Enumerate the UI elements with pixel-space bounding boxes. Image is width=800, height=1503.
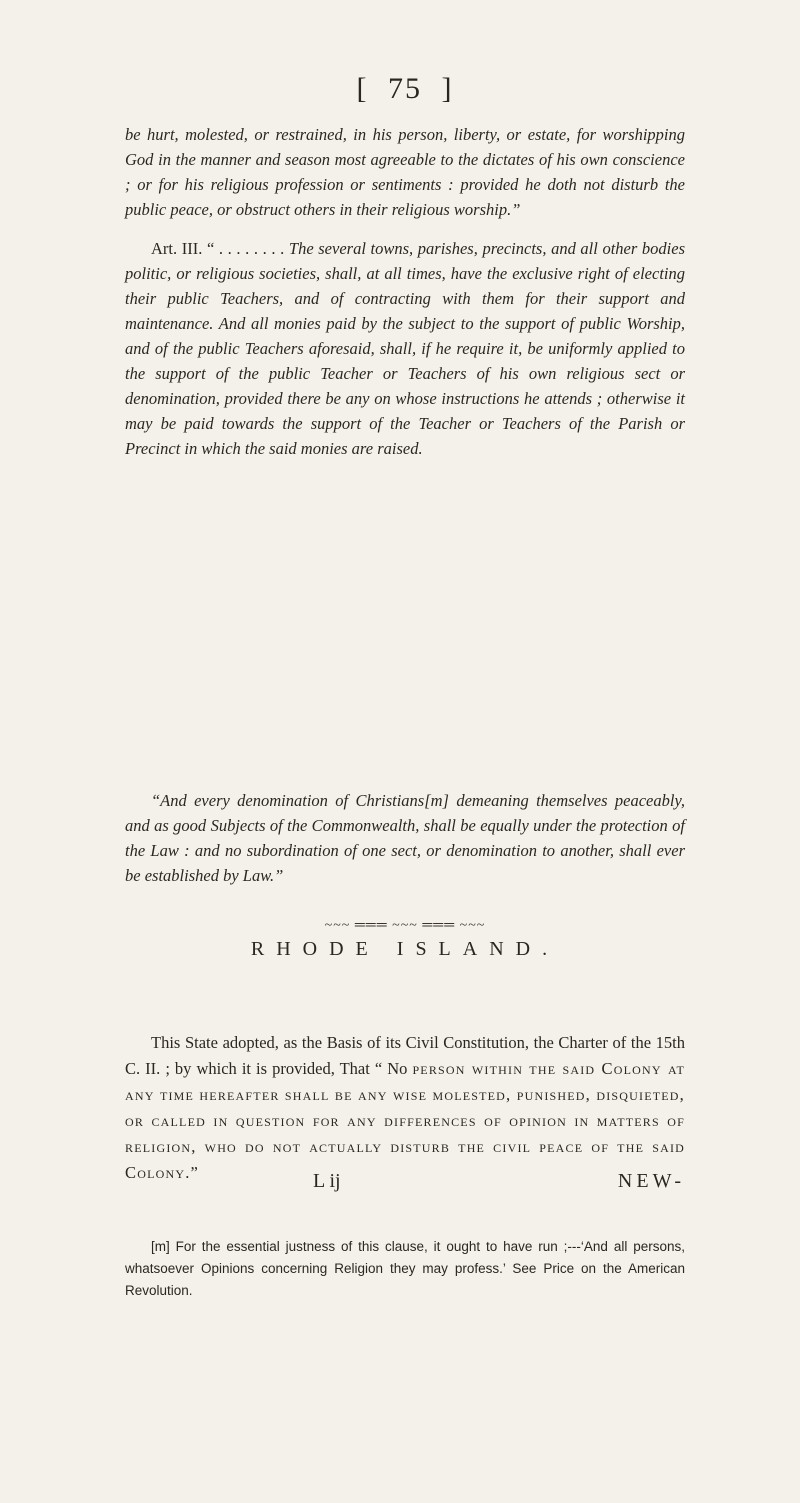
ornamental-divider: ~~~ ═══ ~~~ ═══ ~~~ — [324, 918, 486, 933]
paragraph-denominations: “And every denomination of Christians[m] demeaning themselves peaceably, and as good Subjects of the Commonwealth, shall be equally under the protection of the Law : and no subordination of one sect, or denomination to another, shall ever be established by Law.” — [125, 791, 685, 885]
paragraph-continuation: be hurt, molested, or restrained, in his person, liberty, or estate, for worshipping God in the manner and season most agreeable to the dictates of his own conscience ; or for his religious profession or sentiments : provided he doth not disturb the public peace, or obstruct others in their religious worship.” — [125, 125, 685, 219]
section-title: RHODE ISLAND. — [250, 938, 560, 960]
signature-mark: L ij — [313, 1170, 341, 1192]
charter-quote: person within the said Colony at any time hereafter shall be any wise molested, punished, disquieted, or called in question for any differences of opinion in matters of religion, who do not actually disturb the civil peace of the said Colony.” — [125, 1059, 686, 1182]
footnote: [m] For the essential justness of this clause, it ought to have run ;---‘And all persons, whatsoever Opinions concerning Religion they may profess.’ See Price on the American Revolution. — [125, 1239, 685, 1298]
bracket-left: [ — [356, 72, 369, 105]
page-number: 75 — [388, 72, 422, 105]
body-intro: This State adopted, as the Basis of its Civil Constitution, the Charter of the 15th C. II. ; by which it is provided, That “ No — [125, 1033, 685, 1078]
article-three — [125, 236, 685, 461]
bracket-right: ] — [441, 72, 454, 105]
page-header — [125, 72, 685, 106]
article-text: The several towns, parishes, precincts, and all other bodies politic, or religious societies, shall, at all times, have the exclusive right of electing their public Teachers, and of contracting with them for their support and maintenance. And all monies paid by the subject to the support of public Worship, and of the public Teachers aforesaid, shall, if he require it, be uniformly applied to the support of the public Teacher or Teachers of his own religious sect or denomination, provided there be any on whose instructions he attends ; otherwise it may be paid towards the support of the Teacher or Teachers of the Parish or Precinct in which the said monies are raised. — [125, 239, 686, 458]
article-label: Art. III. “ . . . . . . . . — [151, 239, 285, 258]
catchword: NEW- — [617, 1170, 685, 1192]
rhode-island-paragraph — [125, 1030, 685, 1186]
